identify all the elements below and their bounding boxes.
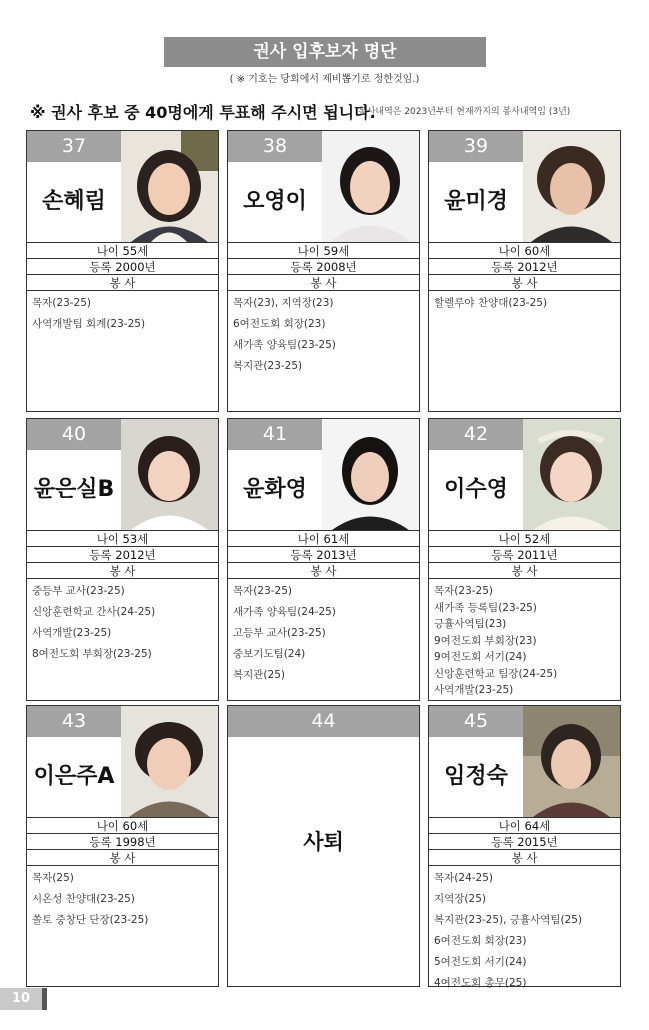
candidate-name: 임정숙 [444,764,508,789]
service-item: 사역개발(23-25) [32,627,112,639]
page-number-tab [0,988,46,1010]
service-item: 중등부 교사(23-25) [32,585,125,597]
service-item: 목자(23), 지역장(23) [233,297,334,309]
candidate-photo [322,131,419,242]
candidate-registration: 등록 1998년 [27,833,218,850]
service-list [429,578,620,703]
candidate-registration: 등록 2008년 [228,258,419,275]
page-number: 10 [12,991,31,1006]
candidate-registration: 등록 2000년 [27,258,218,275]
candidate-number: 40 [27,419,121,450]
candidate-name: 이은주A [33,764,115,789]
service-item: 사역개발팀 회계(23-25) [32,318,146,330]
service-item: 4여전도회 총무(25) [434,977,527,989]
service-item: 신앙훈련학교 간사(24-25) [32,606,156,618]
service-item: 복지관(23-25) [233,360,303,372]
candidate-age: 나이 61세 [228,530,419,547]
candidate-number: 38 [228,131,322,162]
candidate-number: 45 [429,706,523,737]
page-title: 권사 입후보자 명단 [164,37,486,67]
candidate-card-40 [26,418,219,701]
candidate-age: 나이 55세 [27,242,218,259]
service-item: 목자(23-25) [32,297,91,309]
candidate-name: 윤은실B [33,477,115,502]
candidate-number: 37 [27,131,121,162]
service-item: 복지관(23-25), 긍휼사역팀(25) [434,914,583,926]
service-item: 목자(23-25) [233,585,292,597]
candidate-photo [121,706,218,817]
service-header: 봉 사 [429,562,620,579]
service-list [27,865,218,937]
service-item: 중보기도팀(24) [233,648,306,660]
candidate-name: 윤화영 [243,477,307,502]
service-list [27,578,218,671]
service-header: 봉 사 [27,562,218,579]
service-item: 8여전도회 부회장(23-25) [32,648,152,660]
candidate-name: 이수영 [444,477,508,502]
service-item: 신앙훈련학교 팀장(24-25) [434,667,558,680]
service-item: 쏠토 중창단 단장(23-25) [32,914,149,926]
candidate-photo [523,131,620,242]
candidate-registration: 등록 2012년 [429,258,620,275]
candidate-registration: 등록 2013년 [228,546,419,563]
withdrawn-label: 사퇴 [303,830,344,854]
service-item: 지역장(25) [434,893,486,905]
service-item: 5여전도회 서기(24) [434,956,527,968]
candidate-name: 오영이 [243,189,307,214]
service-header: 봉 사 [27,274,218,291]
service-header: 봉 사 [429,849,620,866]
candidate-name: 손혜림 [42,189,106,214]
candidate-photo [121,131,218,242]
service-list [228,578,419,692]
service-item: 6여전도회 회장(23) [434,935,527,947]
candidate-number: 39 [429,131,523,162]
candidate-number: 41 [228,419,322,450]
service-list [429,865,620,1000]
service-item: 9여전도회 서기(24) [434,651,527,663]
service-header: 봉 사 [228,562,419,579]
candidate-registration: 등록 2012년 [27,546,218,563]
candidate-number: 42 [429,419,523,450]
candidate-registration: 등록 2015년 [429,833,620,850]
candidate-number: 43 [27,706,121,737]
candidate-age: 나이 60세 [429,242,620,259]
candidate-age: 나이 64세 [429,817,620,834]
service-item: 9여전도회 부회장(23) [434,634,537,647]
candidate-card-42 [428,418,621,701]
candidate-photo [523,419,620,530]
candidate-card-43 [26,705,219,987]
service-item: 목자(25) [32,872,74,884]
service-item: 복지관(25) [233,669,285,681]
service-item: 6여전도회 회장(23) [233,318,326,330]
candidate-age: 나이 60세 [27,817,218,834]
service-list [228,290,419,383]
candidate-photo [523,706,620,817]
candidate-age: 나이 59세 [228,242,419,259]
candidate-card-39 [428,130,621,412]
candidate-card-38 [227,130,420,412]
service-item: 새가족 양육팀(24-25) [233,606,336,618]
service-item: 고등부 교사(23-25) [233,627,326,639]
page-subtitle: ( ※ 기호는 당회에서 제비뽑기로 정한것임.) [229,74,420,85]
service-item: 사역개발(23-25) [434,684,514,696]
service-list [429,290,620,320]
service-item: 시온성 찬양대(23-25) [32,893,135,905]
service-item: 새가족 양육팀(23-25) [233,339,336,351]
candidate-registration: 등록 2011년 [429,546,620,563]
service-item: 새가족 등록팀(23-25) [434,601,537,614]
candidate-card-44 [227,705,420,987]
service-header: 봉 사 [228,274,419,291]
candidate-age: 나이 52세 [429,530,620,547]
candidate-card-45 [428,705,621,987]
service-item: 목자(23-25) [434,585,493,597]
candidate-photo [322,419,419,530]
voting-instruction: ※ 권사 후보 중 40명에게 투표해 주시면 됩니다. [30,103,376,122]
service-item: 할렐루야 찬양대(23-25) [434,297,548,309]
service-list [27,290,218,341]
service-period-note: 봉사내역은 2023년부터 현재까지의 봉사내역임 (3년) [358,107,571,117]
candidate-photo [121,419,218,530]
candidate-card-37 [26,130,219,412]
candidate-name: 윤미경 [444,189,508,214]
candidate-card-41 [227,418,420,701]
service-item: 목자(24-25) [434,872,493,884]
service-header: 봉 사 [27,849,218,866]
candidate-age: 나이 53세 [27,530,218,547]
service-item: 긍휼사역팀(23) [434,618,507,630]
service-header: 봉 사 [429,274,620,291]
candidate-number: 44 [228,706,419,737]
